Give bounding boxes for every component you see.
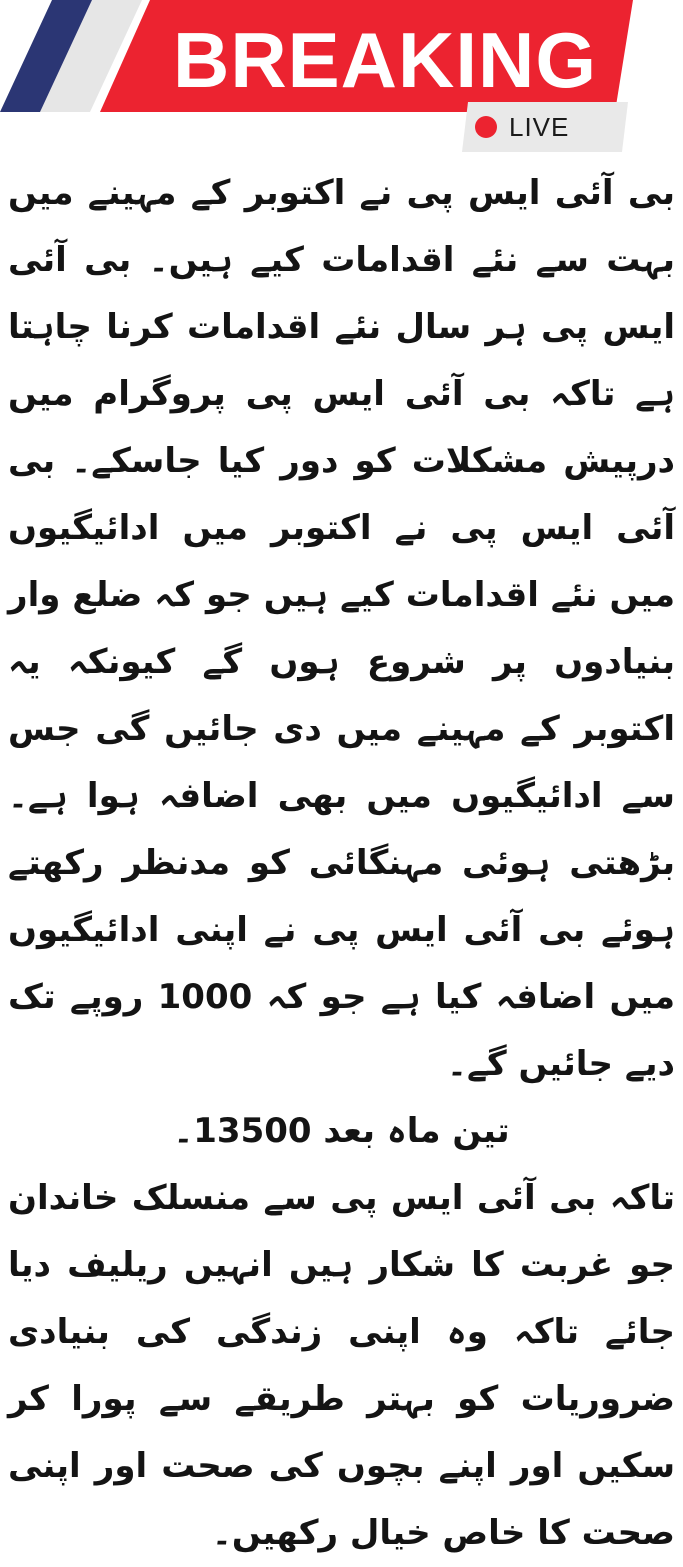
- article-paragraph-3: تاکہ بی آئی ایس پی سے منسلک خاندان جو غربت کا شکار ہیں انہیں ریلیف دیا جائے تاکہ وہ اپنی زندگی کی بنیادی ضروریات کو بہتر طریقے سے پورا کر سکیں اور اپنے بچوں کی صحت اور اپنی صحت کا خاص خیال رکھیں۔: [8, 1178, 675, 1553]
- article-paragraph-1: بی آئی ایس پی نے اکتوبر کے مہینے میں بہت سے نئے اقدامات کیے ہیں۔ بی آئی ایس پی ہر سال نئے اقدامات کرنا چاہتا ہے تاکہ بی آئی ایس پی پروگرام میں درپیش مشکلات کو دور کیا جاسکے۔ بی آئی ایس پی نے اکتوبر میں ادائیگیوں میں نئے اقدامات کیے ہیں جو کہ ضلع وار بنیادوں پر شروع ہوں گے کیونکہ یہ اکتوبر کے مہینے میں دی جائیں گی جس سے ادائیگیوں میں بھی اضافہ ہوا ہے۔ بڑھتی ہوئی مہنگائی کو مدنظر رکھتے ہوئے بی آئی ایس پی نے اپنی ادائیگیوں میں اضافہ کیا ہے جو کہ 1000 روپے تک دیے جائیں گے۔: [8, 173, 675, 1084]
- article-body: [0, 160, 683, 1553]
- breaking-banner: [0, 0, 683, 158]
- live-dot-icon: [475, 116, 497, 138]
- live-label: LIVE: [509, 111, 570, 142]
- article-paragraph-2: تین ماہ بعد 13500۔: [173, 1111, 510, 1151]
- breaking-headline: BREAKING: [172, 15, 597, 104]
- live-badge: [463, 102, 618, 152]
